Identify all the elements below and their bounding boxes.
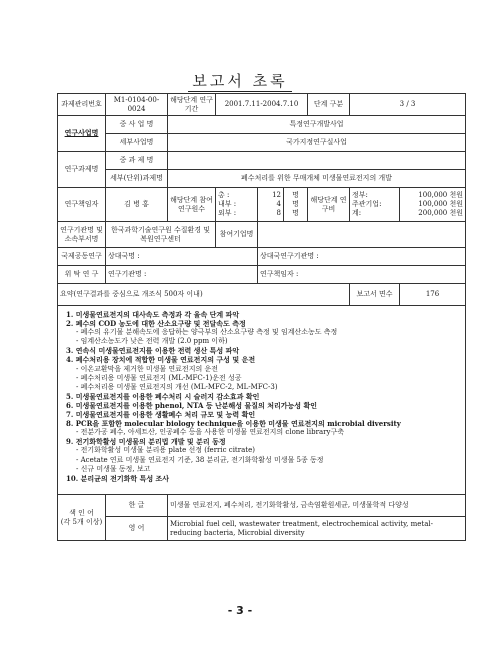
internal-count: 4 <box>276 200 281 209</box>
consign-institution: 연구기관명 : <box>106 266 258 284</box>
page-title: 보고서 초록 <box>0 70 480 91</box>
summary-subitem: - 폐수처리용 미생물 연료전지의 개선 (ML-MFC-2, ML-MFC-3) <box>76 382 278 391</box>
summary-item: 6. 미생물연료전지를 이용한 phenol, NTA 등 난분해성 물질의 처리가능성 확인 <box>66 400 317 410</box>
stage-label: 단계 구분 <box>308 94 350 116</box>
summary-item: 2. 폐수의 COD 농도에 대한 산소요구량 및 전달속도 측정 <box>66 319 246 329</box>
summary-subitem: - Acetate 연료 미생물 연료전지 기준, 38 분리균, 전기화학활성 미생물 5종 동정 <box>76 455 324 464</box>
external-count: 8 <box>276 208 281 217</box>
company-value <box>258 222 466 248</box>
pages-value: 176 <box>400 284 466 306</box>
researcher-counts <box>258 188 284 222</box>
detail-business-value: 국가지정연구실사업 <box>168 134 466 152</box>
intl-row <box>58 248 466 266</box>
summary-list <box>64 310 459 483</box>
detail-project-label: 세부(단위)과제명 <box>106 170 168 188</box>
institution-label: 연구기관명 및 소속부서명 <box>58 222 106 248</box>
gov-budget: 100,000 천원 <box>418 191 464 200</box>
researchers-label: 해당단계 참여연구원수 <box>168 188 216 222</box>
summary-body <box>58 306 466 495</box>
unit-3: 명 <box>292 208 299 217</box>
pages-label: 보고서 면수 <box>350 284 400 306</box>
budget-labels <box>350 188 400 222</box>
summary-subitem: - 폐수처리용 미생물 연료전지 (ML-MFC-1)운전 성공 <box>76 373 242 382</box>
main-business-value: 특정연구개발사업 <box>168 116 466 134</box>
keyword-en-row <box>58 517 466 541</box>
detail-project-value: 폐수처리를 위한 무매개체 미생물연료전지의 개발 <box>168 170 466 188</box>
gov-label: 정부: <box>352 191 368 200</box>
summary-item: 4. 폐수처리용 장치에 적합한 미생물 연료전지의 구성 및 운전 <box>66 355 256 365</box>
header-row <box>58 94 466 116</box>
summary-item: 1. 미생물연료전지의 대사속도 측정과 각 율속 단계 파악 <box>66 310 240 319</box>
period-value: 2001.7.11-2004.7.10 <box>216 94 308 116</box>
summary-subitem: - 임계산소농도가 낮은 전력 개발 (2.0 ppm 이하) <box>76 337 228 346</box>
detail-business-label: 세부사업명 <box>106 134 168 152</box>
summary-subitem: - 전분가공 폐수, 아세트산, 인공폐수 등을 사용한 미생물 연료전지의 clone library구축 <box>76 428 344 437</box>
keyword-ko-value: 미생물 연료전지, 폐수처리, 전기화학활성, 금속염환원세균, 미생물학적 다양성 <box>168 495 466 517</box>
budget-label: 해당단계 연구비 <box>308 188 350 222</box>
summary-subitem: - 폐수의 유기물 분해속도에 응답하는 양극부의 산소요구량 측정 및 임계산소농도 측정 <box>76 328 338 337</box>
unit-2: 명 <box>292 200 299 209</box>
project-name-label: 연구과제명 <box>58 152 106 188</box>
report-abstract-form <box>57 93 466 541</box>
main-business-label: 중 사 업 명 <box>106 116 168 134</box>
mgmt-no-value: M1-0104-00-0024 <box>106 94 168 116</box>
summary-item: 8. PCR을 포함한 molecular biology technique을 이용한 미생물 연료전지의 microbial diversity <box>66 419 401 429</box>
company-label: 참여기업명 <box>216 222 258 248</box>
summary-item: 9. 전기화학활성 미생물의 분리법 개발 및 분리 동정 <box>66 437 226 447</box>
total-label: 총 : <box>218 191 230 200</box>
main-project-value <box>168 152 466 170</box>
keyword-ko-row <box>58 495 466 517</box>
private-budget: 100,000 천원 <box>418 200 464 209</box>
keyword-ko-label: 한 글 <box>106 495 168 517</box>
summary-subitem: - 전기화학활성 미생물 분리용 plate 선정 (ferric citrate) <box>76 446 255 455</box>
consign-row <box>58 266 466 284</box>
total-count: 12 <box>272 191 281 200</box>
intl-institution: 상대국연구기관명 : <box>258 248 466 266</box>
summary-subitem: - 신규 미생물 동정, 보고 <box>76 464 151 473</box>
consign-leader: 연구책임자 : <box>258 266 466 284</box>
intl-label: 국제공동연구 <box>58 248 106 266</box>
business-label: 연구사업명 <box>58 116 106 152</box>
leader-label: 연구책임자 <box>58 188 106 222</box>
private-label: 주관기업: <box>352 200 382 209</box>
keyword-en-label: 영 어 <box>106 517 168 541</box>
consign-label: 위 탁 연 구 <box>58 266 106 284</box>
page-number: - 3 - <box>227 604 253 617</box>
detail-business-row <box>58 134 466 152</box>
budget-values <box>400 188 466 222</box>
intl-country: 상대국명 : <box>106 248 258 266</box>
leader-value: 김 병 홍 <box>106 188 168 222</box>
summary-item: 5. 미생물연료전지를 이용한 폐수처리 시 슬러지 감소효과 확인 <box>66 391 260 401</box>
summary-item: 7. 미생물연료전지를 이용한 생활폐수 처리 규모 및 능력 확인 <box>66 410 256 420</box>
summary-item: 3. 연속식 미생물연료전지를 이용한 전력 생산 특성 파악 <box>66 346 240 356</box>
researcher-units <box>284 188 308 222</box>
institution-row <box>58 222 466 248</box>
summary-header-row <box>58 284 466 306</box>
main-business-row <box>58 116 466 134</box>
detail-project-row <box>58 170 466 188</box>
keywords-label: 색 인 어 (각 5개 이상) <box>58 495 106 541</box>
keyword-en-value: Microbial fuel cell, wastewater treatment, electrochemical activity, metal-reducing bacteria, Microbial diversity <box>168 517 466 541</box>
summary-label: 요약(연구결과를 중심으로 개조식 500자 이내) <box>58 284 350 306</box>
sum-budget: 200,000 천원 <box>418 208 464 217</box>
institution-value: 한국과학기술연구원 수질환경 및 복원연구센터 <box>106 222 216 248</box>
summary-body-row <box>58 306 466 495</box>
staff-row <box>58 188 466 222</box>
external-label: 외부 : <box>218 208 237 217</box>
sum-label: 계: <box>352 208 362 217</box>
summary-item: 10. 분리균의 전기화학 특성 조사 <box>66 473 170 483</box>
stage-value: 3 / 3 <box>350 94 466 116</box>
unit-1: 명 <box>292 191 299 200</box>
main-project-label: 중 과 제 명 <box>106 152 168 170</box>
mgmt-no-label: 과제관리번호 <box>58 94 106 116</box>
main-project-row <box>58 152 466 170</box>
summary-subitem: - 이온교환막을 제거한 미생물 연료전지의 운전 <box>76 364 218 373</box>
period-label: 해당단계 연구기간 <box>168 94 216 116</box>
internal-label: 내부 : <box>218 200 237 209</box>
researcher-labels <box>216 188 258 222</box>
